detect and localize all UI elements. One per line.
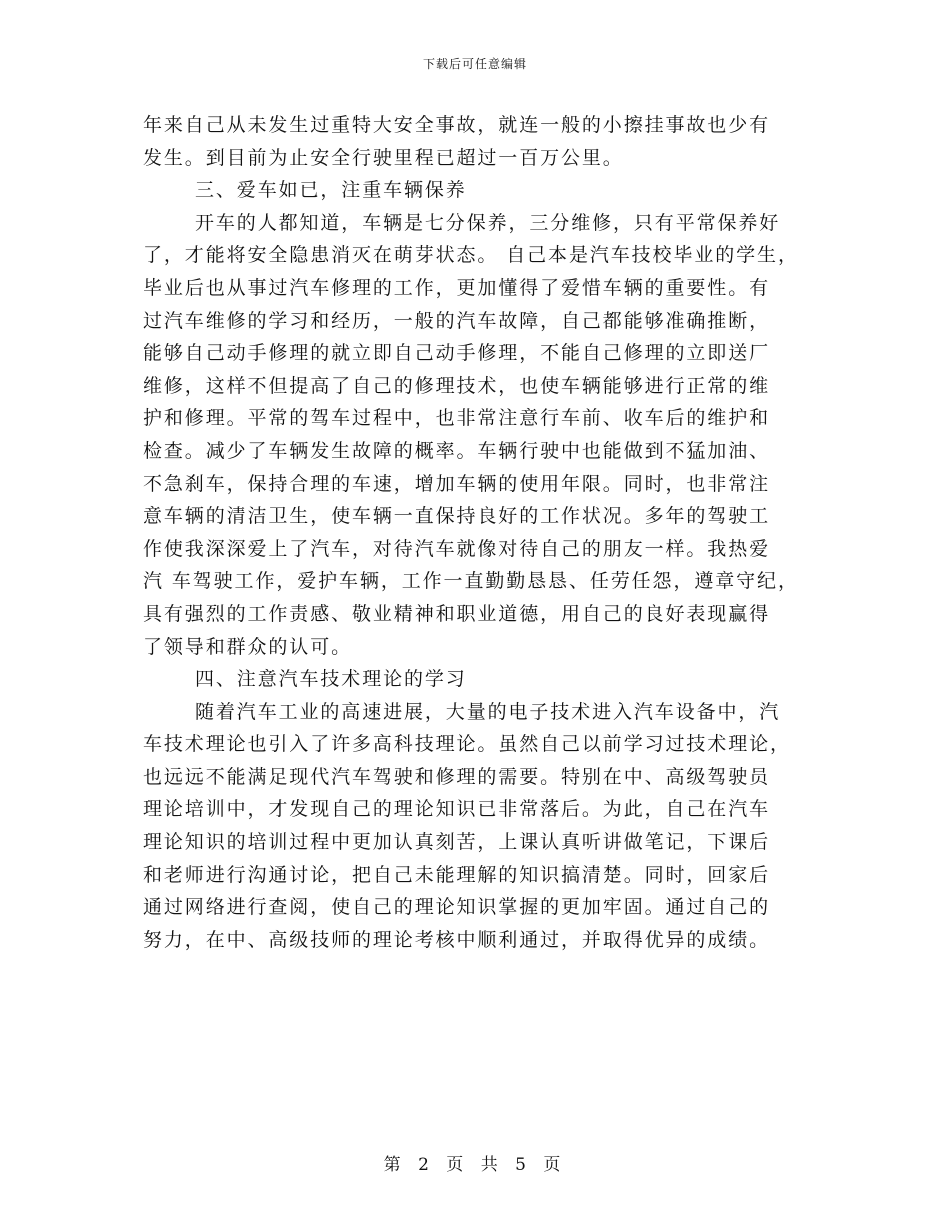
text-line: 检查。减少了车辆发生故障的概率。车辆行驶中也能做到不猛加油、: [143, 439, 771, 462]
text-line: 通过网络进行查阅，使自己的理论知识掌握的更加牢固。通过自己的: [143, 896, 771, 919]
text-line: 和老师进行沟通讨论，把自己未能理解的知识搞清楚。同时，回家后: [143, 863, 771, 886]
text-line: 年来自己从未发生过重特大安全事故，就连一般的小擦挂事故也少有: [143, 114, 771, 136]
text-line: 了，才能将安全隐患消灭在萌芽状态。 自己本是汽车技校毕业的学生，: [143, 244, 799, 267]
section-heading-4: 四、注意汽车技术理论的学习: [195, 668, 467, 691]
text-line: 发生。到目前为止安全行驶里程已超过一百万公里。: [143, 146, 624, 169]
text-line: 维修，这样不但提高了自己的修理技术，也使车辆能够进行正常的维: [143, 374, 771, 397]
text-line: 能够自己动手修理的就立即自己动手修理，不能自己修理的立即送厂: [143, 342, 771, 365]
document-body: [143, 109, 823, 956]
text-line: 汽 车驾驶工作，爱护车辆，工作一直勤勤恳恳、任劳任怨，遵章守纪，: [143, 570, 799, 593]
text-line: 开车的人都知道，车辆是七分保养，三分维修，只有平常保养好: [195, 211, 781, 234]
text-line: 车技术理论也引入了许多高科技理论。虽然自己以前学习过技术理论，: [143, 733, 791, 756]
text-line: 过汽车维修的学习和经历，一般的汽车故障，自己都能够准确推断，: [143, 309, 771, 332]
text-line: 不急刹车，保持合理的车速，增加车辆的使用年限。同时，也非常注: [143, 472, 771, 495]
section-heading-3: 三、爱车如已，注重车辆保养: [195, 179, 467, 202]
text-line: 毕业后也从事过汽车修理的工作，更加懂得了爱惜车辆的重要性。有: [143, 276, 771, 299]
text-line: 理论知识的培训过程中更加认真刻苦，上课认真听讲做笔记，下课后: [143, 831, 771, 854]
text-line: 努力，在中、高级技师的理论考核中顺利通过，并取得优异的成绩。: [143, 928, 771, 951]
page-number-footer: 第 2 页 共 5 页: [383, 1155, 567, 1175]
text-line: 作使我深深爱上了汽车，对待汽车就像对待自己的朋友一样。我热爱: [143, 537, 771, 560]
text-line: 理论培训中，才发现自己的理论知识已非常落后。为此，自己在汽车: [143, 798, 771, 821]
text-line: 也远远不能满足现代汽车驾驶和修理的需要。特别在中、高级驾驶员: [143, 765, 771, 788]
text-line: 具有强烈的工作责感、敬业精神和职业道德，用自己的良好表现赢得: [143, 602, 771, 625]
text-line: 护和修理。平常的驾车过程中，也非常注意行车前、收车后的维护和: [143, 407, 771, 430]
text-line: 随着汽车工业的高速进展，大量的电子技术进入汽车设备中，汽: [195, 700, 781, 723]
text-line: 了领导和群众的认可。: [143, 635, 353, 658]
text-line: 意车辆的清洁卫生，使车辆一直保持良好的工作状况。多年的驾驶工: [143, 505, 771, 528]
page-header: 下载后可任意编辑: [422, 57, 527, 71]
